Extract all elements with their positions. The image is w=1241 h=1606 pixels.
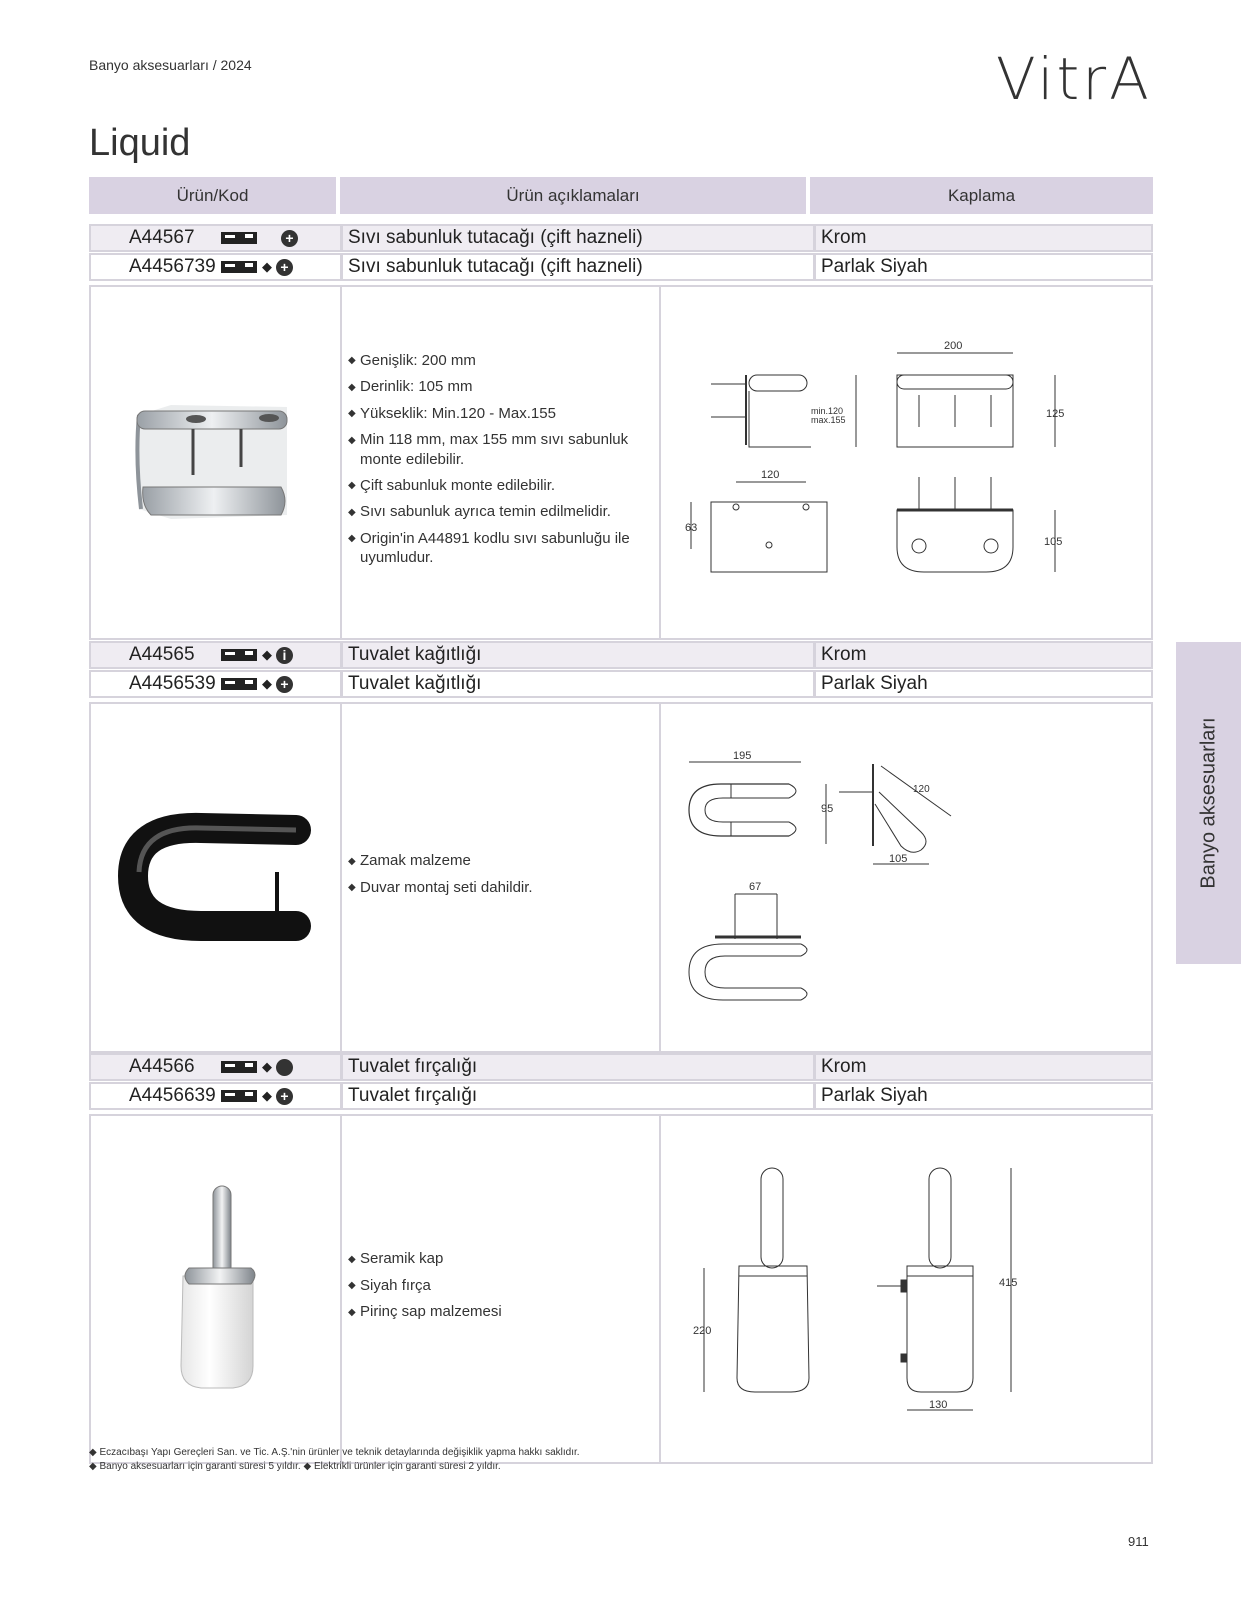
product-detail <box>89 285 1153 640</box>
product-code: A4456539 <box>129 673 216 694</box>
svg-text:105: 105 <box>1044 536 1063 548</box>
product-finish: Parlak Siyah <box>821 673 928 694</box>
toilet-paper-holder-image <box>91 704 340 1051</box>
product-specs <box>342 287 659 638</box>
spec-item: ◆ Sıvı sabunluk ayrıca temin edilmelidir. <box>348 503 611 521</box>
footnote: ◆ Eczacıbaşı Yapı Gereçleri San. ve Tic. A.Ş.'nin ürünler ve teknik detaylarında değişiklik yapma hakkı saklıdır. <box>89 1447 580 1458</box>
svg-text:95: 95 <box>821 803 834 815</box>
svg-text:105: 105 <box>889 853 908 865</box>
product-finish: Krom <box>821 1056 867 1077</box>
product-description: Sıvı sabunluk tutacağı (çift hazneli) <box>348 256 643 277</box>
product-finish: Krom <box>821 644 867 665</box>
technical-drawing <box>661 287 1151 638</box>
package-icon <box>221 648 257 662</box>
spec-item: ◆ Origin'in A44891 kodlu sıvı sabunluğu ile uyumludur. <box>348 529 630 567</box>
svg-text:195: 195 <box>733 750 752 762</box>
product-code: A4456739 <box>129 256 216 277</box>
table-row <box>89 253 1153 281</box>
table-row <box>89 670 1153 698</box>
plus-circle-icon: + <box>276 259 293 276</box>
column-header-code: Ürün/Kod <box>89 177 336 214</box>
page-title: Liquid <box>89 122 191 164</box>
product-image <box>91 704 340 1051</box>
product-description: Sıvı sabunluk tutacağı (çift hazneli) <box>348 227 643 248</box>
toilet-brush-image <box>91 1116 340 1462</box>
product-description: Tuvalet kağıtlığı <box>348 644 482 665</box>
technical-drawing <box>661 1116 1151 1462</box>
technical-drawing <box>661 704 1151 1051</box>
product-description: Tuvalet kağıtlığı <box>348 673 482 694</box>
breadcrumb: Banyo aksesuarları / 2024 <box>89 57 252 73</box>
package-icon <box>221 1089 257 1103</box>
product-image <box>91 287 340 638</box>
product-finish: Parlak Siyah <box>821 1085 928 1106</box>
svg-text:120: 120 <box>761 469 780 481</box>
diamond-icon: ◆ <box>262 1059 272 1074</box>
product-description: Tuvalet fırçalığı <box>348 1085 478 1106</box>
svg-text:120: 120 <box>913 784 930 795</box>
footnote: ◆ Banyo aksesuarları için garanti süresi 5 yıldır. ◆ Elektrikli ürünler için garanti süresi 2 yıldır. <box>89 1461 501 1472</box>
diamond-icon: ◆ <box>262 259 272 274</box>
product-description: Tuvalet fırçalığı <box>348 1056 478 1077</box>
side-tab-label: Banyo aksesuarları <box>1197 717 1219 889</box>
product-specs <box>342 704 659 1051</box>
product-code: A44565 <box>129 644 195 665</box>
toilet-paper-holder-drawing <box>661 704 1151 1051</box>
product-code: A44566 <box>129 1056 195 1077</box>
toilet-brush-drawing <box>661 1116 1151 1462</box>
spec-item: ◆ Duvar montaj seti dahildir. <box>348 878 533 896</box>
product-image <box>91 1116 340 1462</box>
brand-logo: VitrA <box>996 45 1152 113</box>
product-detail <box>89 1114 1153 1464</box>
plus-circle-icon: + <box>276 676 293 693</box>
svg-text:220: 220 <box>693 1325 712 1337</box>
column-header-finish: Kaplama <box>810 177 1153 214</box>
product-code: A44567 <box>129 227 195 248</box>
dot-circle-icon <box>276 1059 293 1076</box>
column-header-description: Ürün açıklamaları <box>340 177 806 214</box>
table-row <box>89 1053 1153 1081</box>
soap-holder-image <box>91 287 340 638</box>
spec-item: ◆ Min 118 mm, max 155 mm sıvı sabunluk monte edilebilir. <box>348 431 629 468</box>
diamond-icon: ◆ <box>262 647 272 662</box>
info-circle-icon: i <box>276 647 293 664</box>
svg-text:415: 415 <box>999 1277 1018 1289</box>
diamond-icon: ◆ <box>262 1088 272 1103</box>
svg-text:200: 200 <box>944 340 963 352</box>
spec-item: ◆ Genişlik: 200 mm <box>348 351 476 369</box>
package-icon <box>221 677 257 691</box>
table-row <box>89 224 1153 252</box>
spec-item: ◆ Zamak malzeme <box>348 851 471 869</box>
product-finish: Krom <box>821 227 867 248</box>
table-row <box>89 1082 1153 1110</box>
page-number: 911 <box>1128 1534 1149 1549</box>
table-row <box>89 641 1153 669</box>
spec-item: ◆ Seramik kap <box>348 1250 444 1268</box>
diamond-icon: ◆ <box>262 676 272 691</box>
spec-item: ◆ Pirinç sap malzemesi <box>348 1303 502 1321</box>
spec-item: ◆ Yükseklik: Min.120 - Max.155 <box>348 404 556 422</box>
svg-text:125: 125 <box>1046 408 1065 420</box>
side-tab[interactable] <box>1176 642 1241 964</box>
svg-text:130: 130 <box>929 1399 948 1411</box>
spec-item: ◆ Çift sabunluk monte edilebilir. <box>348 476 556 494</box>
package-icon <box>221 260 257 274</box>
svg-text:min.120: min.120 <box>811 406 844 416</box>
product-code: A4456639 <box>129 1085 216 1106</box>
package-icon <box>221 231 257 245</box>
product-detail <box>89 702 1153 1053</box>
svg-text:max.155: max.155 <box>811 415 846 425</box>
product-finish: Parlak Siyah <box>821 256 928 277</box>
svg-text:63: 63 <box>685 522 698 534</box>
soap-holder-drawing <box>661 287 1151 638</box>
spec-item: ◆ Derinlik: 105 mm <box>348 378 473 396</box>
package-icon <box>221 1060 257 1074</box>
plus-circle-icon: + <box>281 230 298 247</box>
spec-item: ◆ Siyah fırça <box>348 1276 431 1294</box>
product-specs <box>342 1116 659 1462</box>
svg-text:67: 67 <box>749 881 762 893</box>
plus-circle-icon: + <box>276 1088 293 1105</box>
